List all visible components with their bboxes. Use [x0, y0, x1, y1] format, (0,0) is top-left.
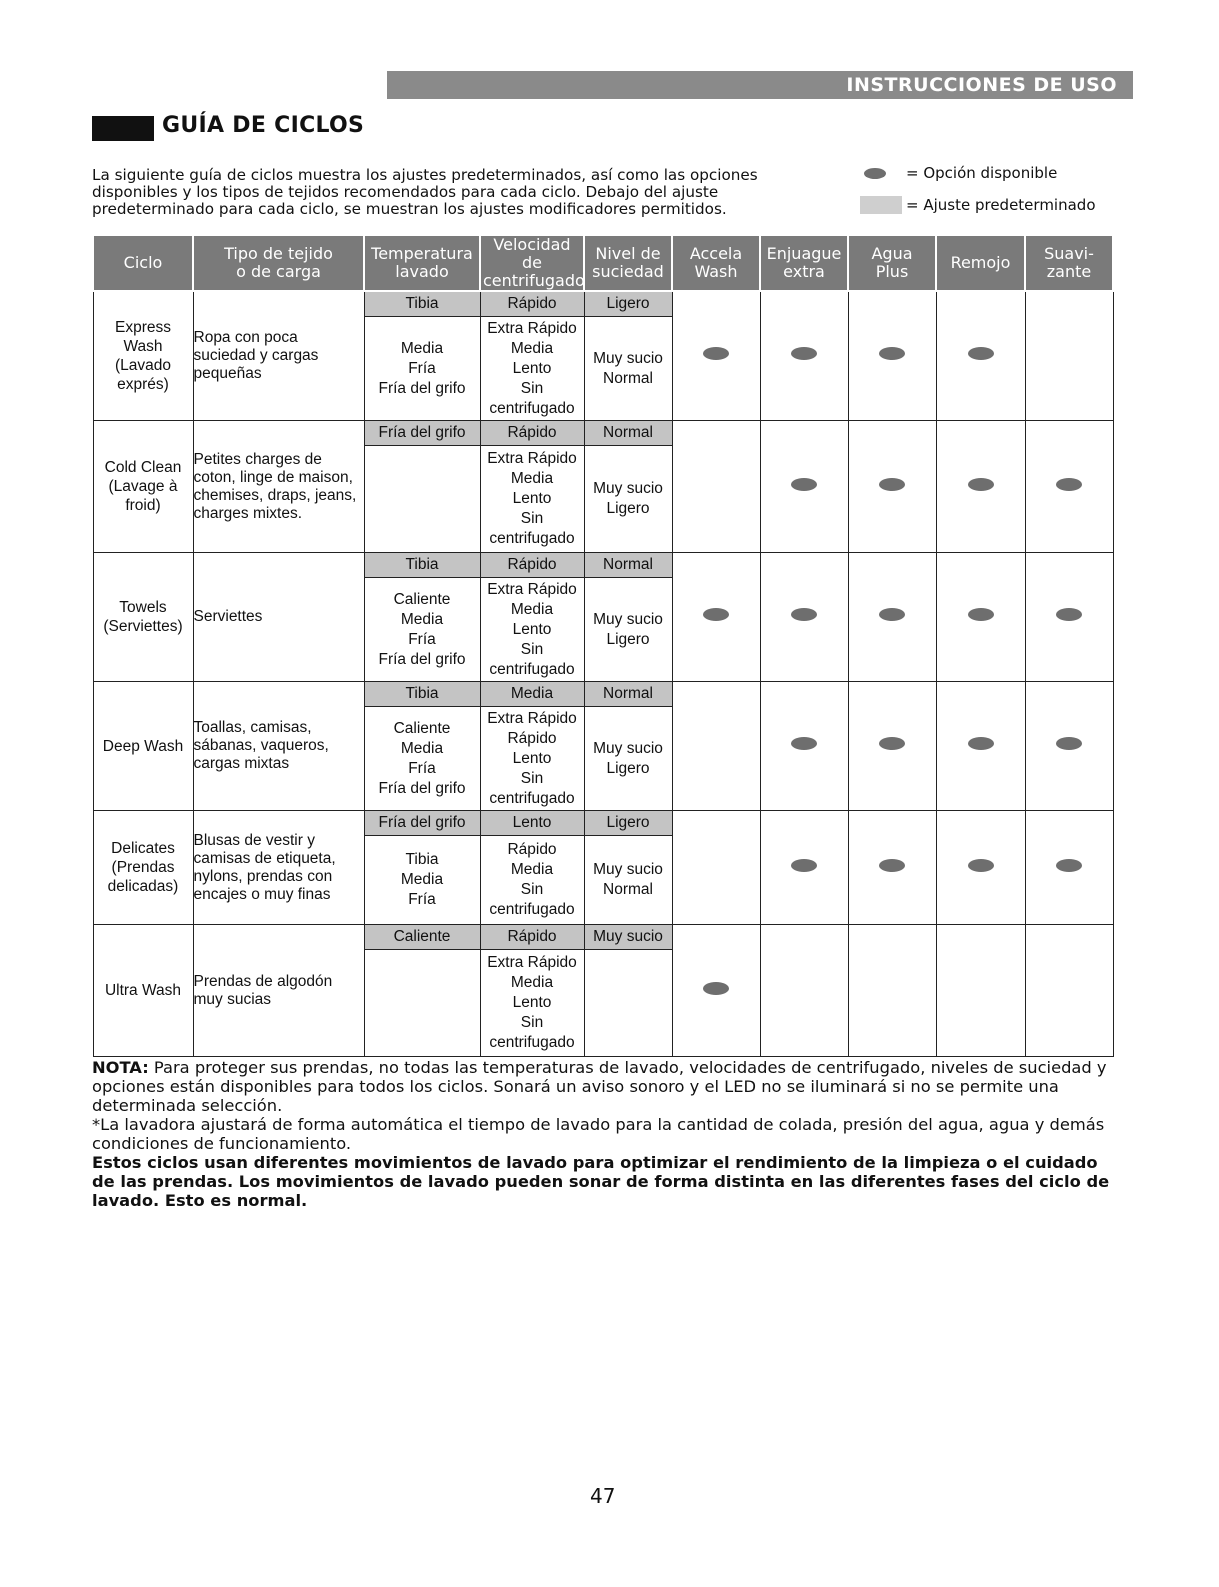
note-label: NOTA:: [92, 1058, 149, 1077]
option-softener-cell: [1025, 291, 1113, 421]
available-dot-icon: [1056, 478, 1082, 491]
option-water-plus-cell: [848, 925, 936, 1057]
fabric-type: Toallas, camisas, sábanas, vaqueros, cargas mixtas: [193, 682, 364, 811]
default-temp: Fría del grifo: [364, 811, 480, 836]
spin-options: Extra Rápido Media Lento Sin centrifugado: [480, 950, 584, 1057]
default-spin: Rápido: [480, 925, 584, 950]
fabric-type: Petites charges de coton, linge de maison, chemises, draps, jeans, charges mixtes.: [193, 421, 364, 553]
available-dot-icon: [864, 168, 886, 179]
option-softener-cell: [1025, 682, 1113, 811]
option-accela-wash-cell: [672, 682, 760, 811]
temp-options: [364, 446, 480, 553]
available-dot-icon: [968, 859, 994, 872]
legend-available-label: = Opción disponible: [906, 164, 1058, 182]
option-extra-rinse-cell: [760, 553, 848, 682]
default-temp: Tibia: [364, 682, 480, 707]
header-fabric: Tipo de tejido o de carga: [193, 235, 364, 291]
option-water-plus-cell: [848, 682, 936, 811]
available-dot-icon: [968, 608, 994, 621]
temp-options: Media Fría Fría del grifo: [364, 317, 480, 421]
spin-options: Extra Rápido Media Lento Sin centrifugado: [480, 446, 584, 553]
option-softener-cell: [1025, 811, 1113, 925]
available-dot-icon: [879, 347, 905, 360]
option-accela-wash-cell: [672, 421, 760, 553]
default-spin: Rápido: [480, 291, 584, 317]
fabric-type: Ropa con poca suciedad y cargas pequeñas: [193, 291, 364, 421]
option-softener-cell: [1025, 553, 1113, 682]
available-dot-icon: [968, 347, 994, 360]
header-accela: Accela Wash: [672, 235, 760, 291]
option-accela-wash-cell: [672, 291, 760, 421]
available-dot-icon: [879, 608, 905, 621]
note-text: Para proteger sus prendas, no todas las temperaturas de lavado, velocidades de centrifugado, niveles de suciedad y opciones están disponibles para todos los ciclos. Sonará un aviso sonoro y el LED no se iluminará si no se permite una determinada selección.: [92, 1058, 1107, 1115]
option-soak-cell: [936, 421, 1025, 553]
page-number: 47: [590, 1484, 616, 1508]
available-dot-icon: [968, 737, 994, 750]
option-extra-rinse-cell: [760, 811, 848, 925]
intro-paragraph: La siguiente guía de ciclos muestra los ajustes predeterminados, así como las opciones disponibles y los tipos de tejidos recomendados para cada ciclo. Debajo del ajuste predeterminado para cada ciclo, se muestran los ajustes modificadores permitidos.: [92, 166, 758, 218]
header-softener: Suavi- zante: [1025, 235, 1113, 291]
table-row: [93, 553, 1113, 578]
note-auto: *La lavadora ajustará de forma automática el tiempo de lavado para la cantidad de colada, presión del agua, agua y demás condiciones de funcionamiento.: [92, 1115, 1105, 1153]
spin-options: Extra Rápido Media Lento Sin centrifugado: [480, 317, 584, 421]
available-dot-icon: [791, 347, 817, 360]
soil-options: Muy sucio Normal: [584, 836, 672, 925]
default-soil: Normal: [584, 682, 672, 707]
available-dot-icon: [1056, 737, 1082, 750]
note-bold: Estos ciclos usan diferentes movimientos de lavado para optimizar el rendimiento de la limpieza o el cuidado de las prendas. Los movimientos de lavado pueden sonar de forma distinta en las diferentes fases del ciclo de lavado. Esto es normal.: [92, 1153, 1110, 1210]
spin-options: Extra Rápido Rápido Lento Sin centrifugado: [480, 707, 584, 811]
available-dot-icon: [879, 478, 905, 491]
fabric-type: Serviettes: [193, 553, 364, 682]
temp-options: Caliente Media Fría Fría del grifo: [364, 578, 480, 682]
default-temp: Caliente: [364, 925, 480, 950]
default-soil: Normal: [584, 421, 672, 446]
table-row: [93, 925, 1113, 950]
soil-options: Muy sucio Ligero: [584, 707, 672, 811]
available-dot-icon: [1056, 859, 1082, 872]
soil-options: Muy sucio Ligero: [584, 446, 672, 553]
default-swatch-icon: [860, 196, 902, 214]
default-spin: Rápido: [480, 553, 584, 578]
available-dot-icon: [703, 608, 729, 621]
option-softener-cell: [1025, 925, 1113, 1057]
option-extra-rinse-cell: [760, 682, 848, 811]
default-soil: Muy sucio: [584, 925, 672, 950]
header-soil: Nivel de suciedad: [584, 235, 672, 291]
header-rinse: Enjuague extra: [760, 235, 848, 291]
temp-options: Tibia Media Fría: [364, 836, 480, 925]
available-dot-icon: [703, 982, 729, 995]
default-spin: Lento: [480, 811, 584, 836]
header-band: [387, 71, 1133, 99]
default-temp: Tibia: [364, 553, 480, 578]
soil-options: Muy sucio Normal: [584, 317, 672, 421]
option-water-plus-cell: [848, 421, 936, 553]
spin-options: Extra Rápido Media Lento Sin centrifugado: [480, 578, 584, 682]
available-dot-icon: [791, 737, 817, 750]
option-accela-wash-cell: [672, 553, 760, 682]
option-softener-cell: [1025, 421, 1113, 553]
available-dot-icon: [1056, 608, 1082, 621]
soil-options: Muy sucio Ligero: [584, 578, 672, 682]
temp-options: Caliente Media Fría Fría del grifo: [364, 707, 480, 811]
cycle-name: Deep Wash: [93, 682, 193, 811]
available-dot-icon: [791, 859, 817, 872]
option-accela-wash-cell: [672, 811, 760, 925]
option-extra-rinse-cell: [760, 925, 848, 1057]
option-accela-wash-cell: [672, 925, 760, 1057]
available-dot-icon: [703, 347, 729, 360]
option-water-plus-cell: [848, 553, 936, 682]
default-soil: Normal: [584, 553, 672, 578]
option-extra-rinse-cell: [760, 421, 848, 553]
table-header-row: [93, 235, 1113, 291]
option-soak-cell: [936, 925, 1025, 1057]
cycle-guide-table: [92, 234, 1114, 1057]
cycle-name: Express Wash (Lavado exprés): [93, 291, 193, 421]
default-spin: Rápido: [480, 421, 584, 446]
header-title: INSTRUCCIONES DE USO: [846, 74, 1117, 96]
cycle-name: Ultra Wash: [93, 925, 193, 1057]
default-spin: Media: [480, 682, 584, 707]
cycle-name: Towels (Serviettes): [93, 553, 193, 682]
header-temp: Temperatura lavado: [364, 235, 480, 291]
available-dot-icon: [879, 859, 905, 872]
soil-options: [584, 950, 672, 1057]
available-dot-icon: [791, 608, 817, 621]
fabric-type: Blusas de vestir y camisas de etiqueta, nylons, prendas con encajes o muy finas: [193, 811, 364, 925]
cycle-name: Delicates (Prendas delicadas): [93, 811, 193, 925]
section-title: GUÍA DE CICLOS: [162, 113, 365, 138]
header-water: Agua Plus: [848, 235, 936, 291]
available-dot-icon: [791, 478, 817, 491]
table-row: [93, 291, 1113, 317]
option-water-plus-cell: [848, 811, 936, 925]
available-dot-icon: [879, 737, 905, 750]
default-soil: Ligero: [584, 811, 672, 836]
spin-options: Rápido Media Sin centrifugado: [480, 836, 584, 925]
note-section: [92, 1058, 1122, 1210]
legend-default-label: = Ajuste predeterminado: [906, 196, 1096, 214]
default-temp: Fría del grifo: [364, 421, 480, 446]
table-row: [93, 421, 1113, 446]
fabric-type: Prendas de algodón muy sucias: [193, 925, 364, 1057]
option-soak-cell: [936, 291, 1025, 421]
option-soak-cell: [936, 553, 1025, 682]
cycle-name: Cold Clean (Lavage à froid): [93, 421, 193, 553]
default-temp: Tibia: [364, 291, 480, 317]
header-spin: Velocidad de centrifugado: [480, 235, 584, 291]
available-dot-icon: [968, 478, 994, 491]
default-soil: Ligero: [584, 291, 672, 317]
section-marker: [92, 116, 154, 141]
option-water-plus-cell: [848, 291, 936, 421]
option-soak-cell: [936, 682, 1025, 811]
table-row: [93, 682, 1113, 707]
table-row: [93, 811, 1113, 836]
header-cycle: Ciclo: [93, 235, 193, 291]
temp-options: [364, 950, 480, 1057]
header-soak: Remojo: [936, 235, 1025, 291]
note-paragraph: [92, 1058, 1122, 1115]
option-extra-rinse-cell: [760, 291, 848, 421]
option-soak-cell: [936, 811, 1025, 925]
